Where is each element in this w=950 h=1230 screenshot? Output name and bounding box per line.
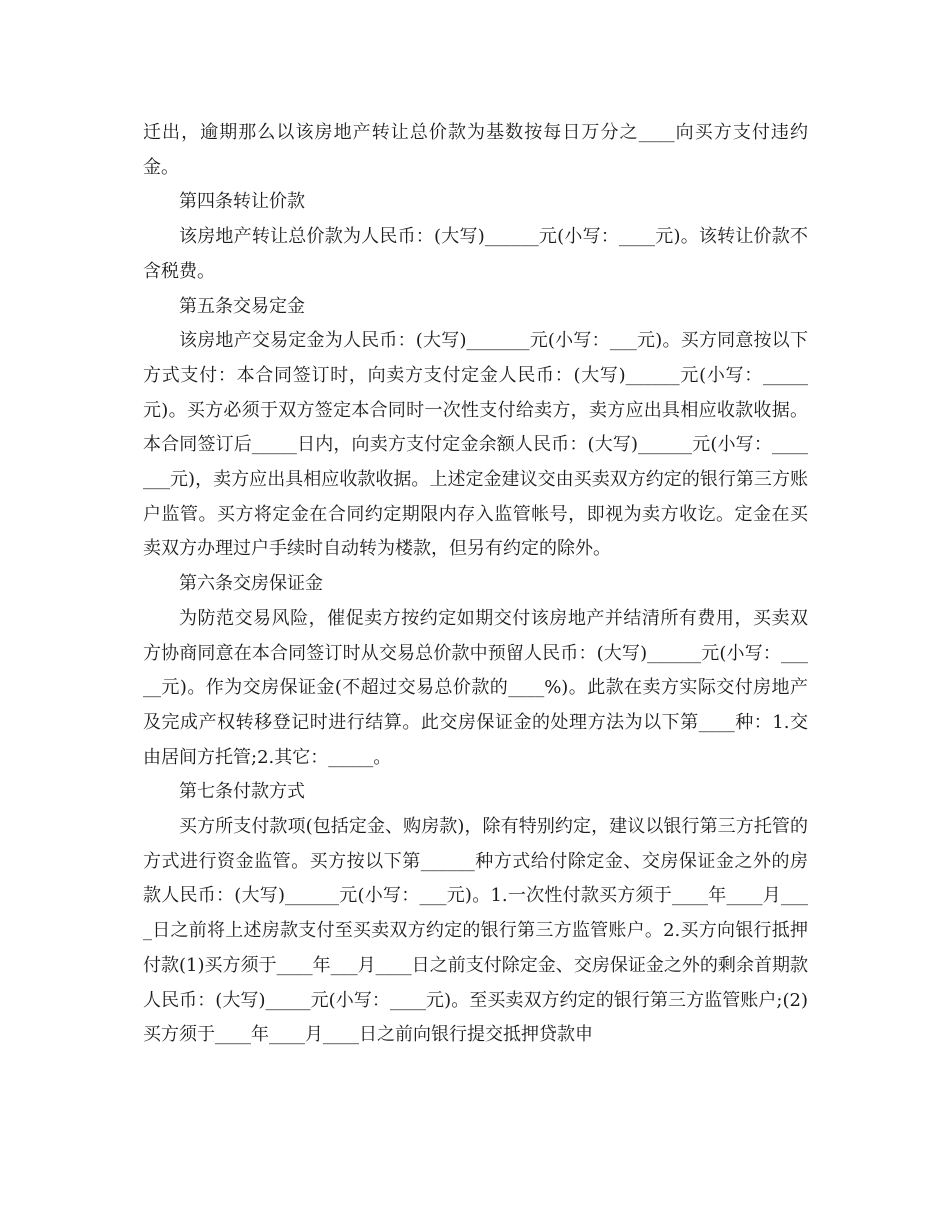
document-body xyxy=(143,116,808,1053)
heading-article-7: 第七条付款方式 xyxy=(179,781,305,803)
paragraph-transfer-price: 该房地产转让总价款为人民币：(大写)______元(小写：____元)。该转让价款不含税费。 xyxy=(143,226,808,282)
paragraph-payment-method: 买方所支付款项(包括定金、购房款)，除有特别约定，建议以银行第三方托管的方式进行资金监管。买方按以下第______种方式给付除定金、交房保证金之外的房款人民币：(大写)______元(小写：___元)。1.一次性付款买方须于____年____月____日之前将上述房款支付至买卖双方约定的银行第三方监管账户。2.买方向银行抵押付款(1)买方须于____年___月____日之前支付除定金、交房保证金之外的剩余首期款人民币：(大写)_____元(小写：____元)。至买卖双方约定的银行第三方监管账户;(2)买方须于____年____月____日之前向银行提交抵押贷款申 xyxy=(143,816,808,1046)
heading-article-4: 第四条转让价款 xyxy=(179,191,305,213)
paragraph-continued-penalty: 迁出，逾期那么以该房地产转让总价款为基数按每日万分之____向买方支付违约金。 xyxy=(143,122,808,178)
paragraph-deposit: 该房地产交易定金为人民币：(大写)_______元(小写：___元)。买方同意按以下方式支付：本合同签订时，向卖方支付定金人民币：(大写)______元(小写：_____元)。买方必须于双方签定本合同时一次性支付给卖方，卖方应出具相应收款收据。本合同签订后_____日内，向卖方支付定金余额人民币：(大写)______元(小写：_______元)，卖方应出具相应收款收据。上述定金建议交由买卖双方约定的银行第三方账户监管。买方将定金在合同约定期限内存入监管帐号，即视为卖方收讫。定金在买卖双方办理过户手续时自动转为楼款，但另有约定的除外。 xyxy=(143,330,808,560)
paragraph-handover-guarantee: 为防范交易风险，催促卖方按约定如期交付该房地产并结清所有费用，买卖双方协商同意在本合同签订时从交易总价款中预留人民币：(大写)______元(小写：_____元)。作为交房保证金(不超过交易总价款的____%)。此款在卖方实际交付房地产及完成产权转移登记时进行结算。此交房保证金的处理方法为以下第____种：1.交由居间方托管;2.其它：_____。 xyxy=(143,607,808,768)
heading-article-5: 第五条交易定金 xyxy=(179,295,305,317)
heading-article-6: 第六条交房保证金 xyxy=(179,573,323,595)
